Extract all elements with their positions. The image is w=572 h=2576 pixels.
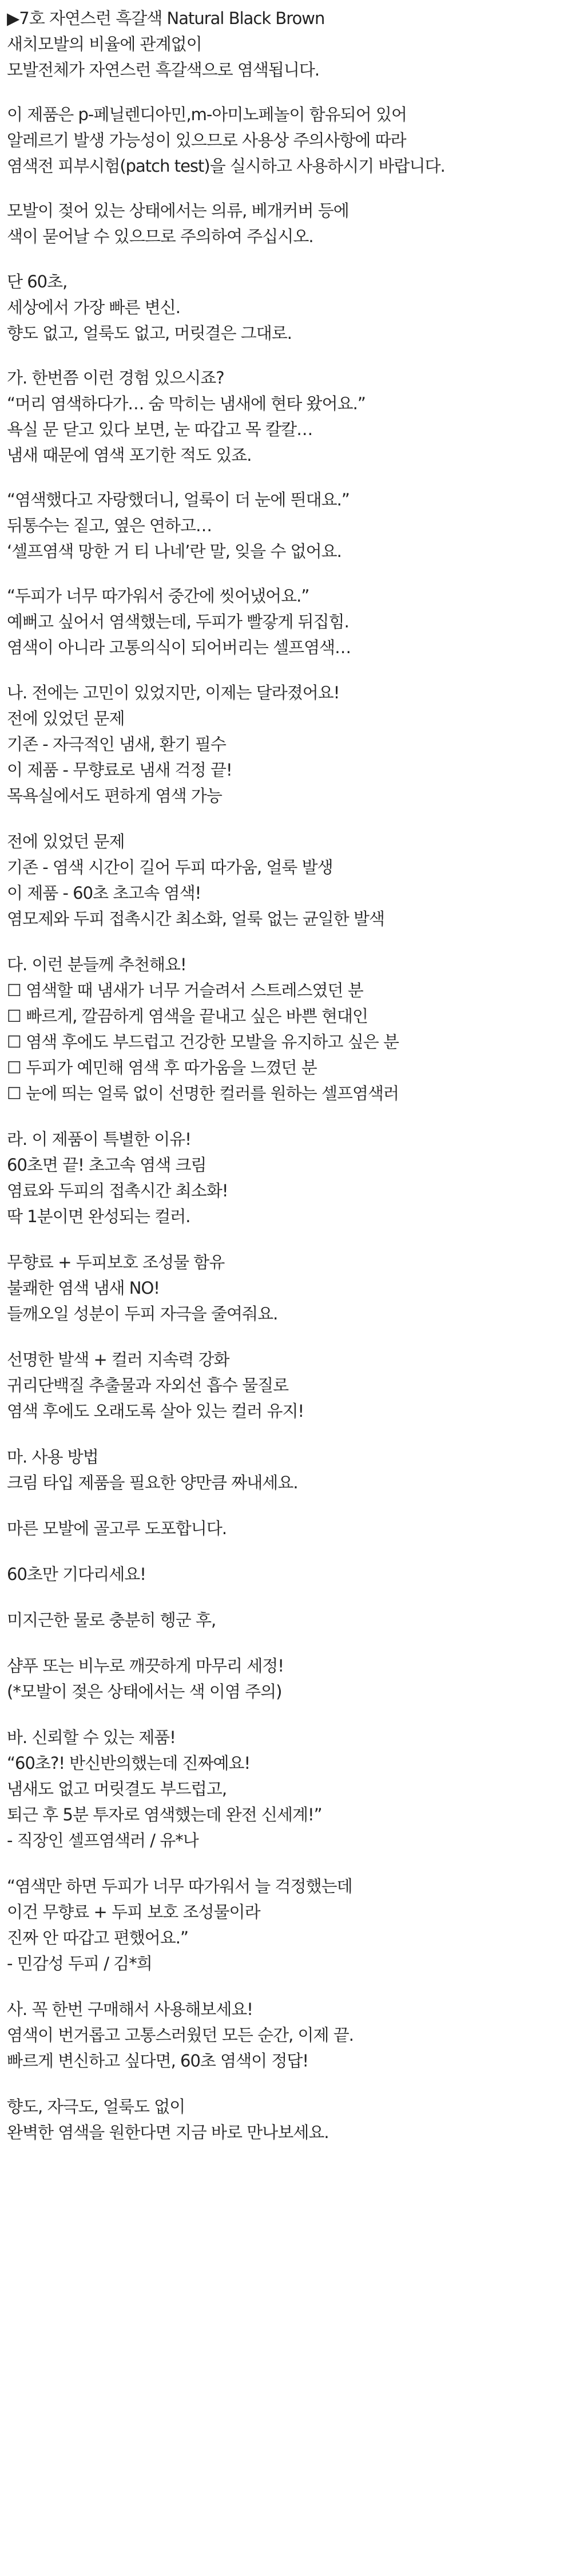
section-line: 염색이 아니라 고통의식이 되어버리는 셀프염색… <box>7 638 351 657</box>
review-line: 이건 무향료 + 두피 보호 조성물이라 <box>7 1902 260 1922</box>
checklist-item: ☐ 빠르게, 깔끔하게 염색을 끝내고 싶은 바쁜 현대인 <box>7 1006 368 1026</box>
caution-line: 모발이 젖어 있는 상태에서는 의류, 베개커버 등에 <box>7 201 349 220</box>
section-line: 딱 1분이면 완성되는 컬러. <box>7 1207 190 1226</box>
section-heading: 가. 한번쯤 이런 경험 있으시죠? <box>7 368 224 388</box>
review-line: 진짜 안 따갑고 편했어요.” <box>7 1928 189 1947</box>
checklist-item: ☐ 염색 후에도 부드럽고 건강한 모발을 유지하고 싶은 분 <box>7 1032 399 1052</box>
usage-step-note: (*모발이 젖은 상태에서는 색 이염 주의) <box>7 1682 282 1701</box>
section-line: 들깨오일 성분이 두피 자극을 줄여줘요. <box>7 1304 278 1323</box>
section-line: 이 제품 - 60초 초고속 염색! <box>7 883 201 903</box>
review-author: - 민감성 두피 / 김*희 <box>7 1954 152 1973</box>
caution-line: 염색전 피부시험(patch test)을 실시하고 사용하시기 바랍니다. <box>7 156 445 176</box>
section-line: 불쾌한 염색 냄새 NO! <box>7 1278 160 1298</box>
section-line: 염료와 두피의 접촉시간 최소화! <box>7 1181 228 1200</box>
review-line: “60초?! 반신반의했는데 진짜예요! <box>7 1753 251 1773</box>
review-line: 냄새도 없고 머릿결도 부드럽고, <box>7 1779 227 1799</box>
section-heading: 사. 꼭 한번 구매해서 사용해보세요! <box>7 2000 253 2019</box>
section-line: 60초면 끝! 초고속 염색 크림 <box>7 1155 206 1175</box>
section-line: ‘셀프염색 망한 거 티 나네’란 말, 잊을 수 없어요. <box>7 542 341 561</box>
checklist-item: ☐ 눈에 띄는 얼룩 없이 선명한 컬러를 원하는 셀프염색러 <box>7 1084 399 1103</box>
section-line: 기존 - 염색 시간이 길어 두피 따가움, 얼룩 발생 <box>7 858 333 877</box>
section-line: “두피가 너무 따가워서 중간에 씻어냈어요.” <box>7 586 309 606</box>
section-line: 염색이 번거롭고 고통스러웠던 모든 순간, 이제 끝. <box>7 2025 354 2045</box>
intro-line: 향도 없고, 얼룩도 없고, 머릿결은 그대로. <box>7 323 292 343</box>
section-line: 뒤통수는 짙고, 옆은 연하고… <box>7 516 212 535</box>
section-heading: 바. 신뢰할 수 있는 제품! <box>7 1728 176 1747</box>
product-title: ▶7호 자연스런 흑갈색 Natural Black Brown <box>7 9 325 28</box>
section-line: 빠르게 변신하고 싶다면, 60초 염색이 정답! <box>7 2051 309 2071</box>
section-heading: 나. 전에는 고민이 있었지만, 이제는 달라졌어요! <box>7 683 340 702</box>
intro-line: 세상에서 가장 빠른 변신. <box>7 298 181 317</box>
product-desc-line: 모발전체가 자연스런 흑갈색으로 염색됩니다. <box>7 60 320 80</box>
section-line: 무향료 + 두피보호 조성물 함유 <box>7 1253 225 1272</box>
section-line: “머리 염색하다가… 숨 막히는 냄새에 현타 왔어요.” <box>7 394 366 413</box>
section-line: 귀리단백질 추출물과 자외선 흡수 물질로 <box>7 1376 289 1395</box>
usage-step: 60초만 기다리세요! <box>7 1564 146 1584</box>
caution-line: 알레르기 발생 가능성이 있으므로 사용상 주의사항에 따라 <box>7 131 406 150</box>
section-line: 선명한 발색 + 컬러 지속력 강화 <box>7 1350 229 1369</box>
section-line: “염색했다고 자랑했더니, 얼룩이 더 눈에 띈대요.” <box>7 490 349 509</box>
section-heading: 마. 사용 방법 <box>7 1447 98 1467</box>
review-author: - 직장인 셀프염색러 / 유*나 <box>7 1831 198 1850</box>
section-line: 기존 - 자극적인 냄새, 환기 필수 <box>7 734 226 754</box>
section-line: 전에 있었던 문제 <box>7 832 125 851</box>
section-line: 이 제품 - 무향료로 냄새 걱정 끝! <box>7 760 232 780</box>
closing-line: 완벽한 염색을 원한다면 지금 바로 만나보세요. <box>7 2123 329 2142</box>
section-line: 염모제와 두피 접촉시간 최소화, 얼룩 없는 균일한 발색 <box>7 909 385 929</box>
usage-step: 마른 모발에 골고루 도포합니다. <box>7 1519 227 1538</box>
checklist-item: ☐ 염색할 때 냄새가 너무 거슬려서 스트레스였던 분 <box>7 981 363 1000</box>
section-heading: 라. 이 제품이 특별한 이유! <box>7 1129 191 1149</box>
caution-line: 이 제품은 p-페닐렌디아민,m-아미노페놀이 함유되어 있어 <box>7 105 407 124</box>
closing-line: 향도, 자극도, 얼룩도 없이 <box>7 2097 185 2116</box>
review-line: 퇴근 후 5분 투자로 염색했는데 완전 신세계!” <box>7 1805 322 1824</box>
product-desc-line: 새치모발의 비율에 관계없이 <box>7 34 202 54</box>
checklist-item: ☐ 두피가 예민해 염색 후 따가움을 느꼈던 분 <box>7 1058 317 1077</box>
section-line: 욕실 문 닫고 있다 보면, 눈 따갑고 목 칼칼… <box>7 420 313 439</box>
usage-step: 크림 타입 제품을 필요한 양만큼 짜내세요. <box>7 1473 298 1492</box>
section-line: 염색 후에도 오래도록 살아 있는 컬러 유지! <box>7 1401 304 1421</box>
usage-step: 샴푸 또는 비누로 깨끗하게 마무리 세정! <box>7 1656 284 1676</box>
section-line: 예뻐고 싶어서 염색했는데, 두피가 빨갛게 뒤집힘. <box>7 612 349 631</box>
section-line: 목욕실에서도 편하게 염색 가능 <box>7 786 222 805</box>
caution-line: 색이 묻어날 수 있으므로 주의하여 주십시오. <box>7 227 313 246</box>
intro-line: 단 60초, <box>7 272 67 291</box>
usage-step: 미지근한 물로 충분히 헹군 후, <box>7 1610 216 1630</box>
review-line: “염색만 하면 두피가 너무 따가워서 늘 걱정했는데 <box>7 1876 352 1896</box>
section-line: 전에 있었던 문제 <box>7 709 125 728</box>
section-line: 냄새 때문에 염색 포기한 적도 있죠. <box>7 445 252 465</box>
section-heading: 다. 이런 분들께 추천해요! <box>7 955 186 974</box>
